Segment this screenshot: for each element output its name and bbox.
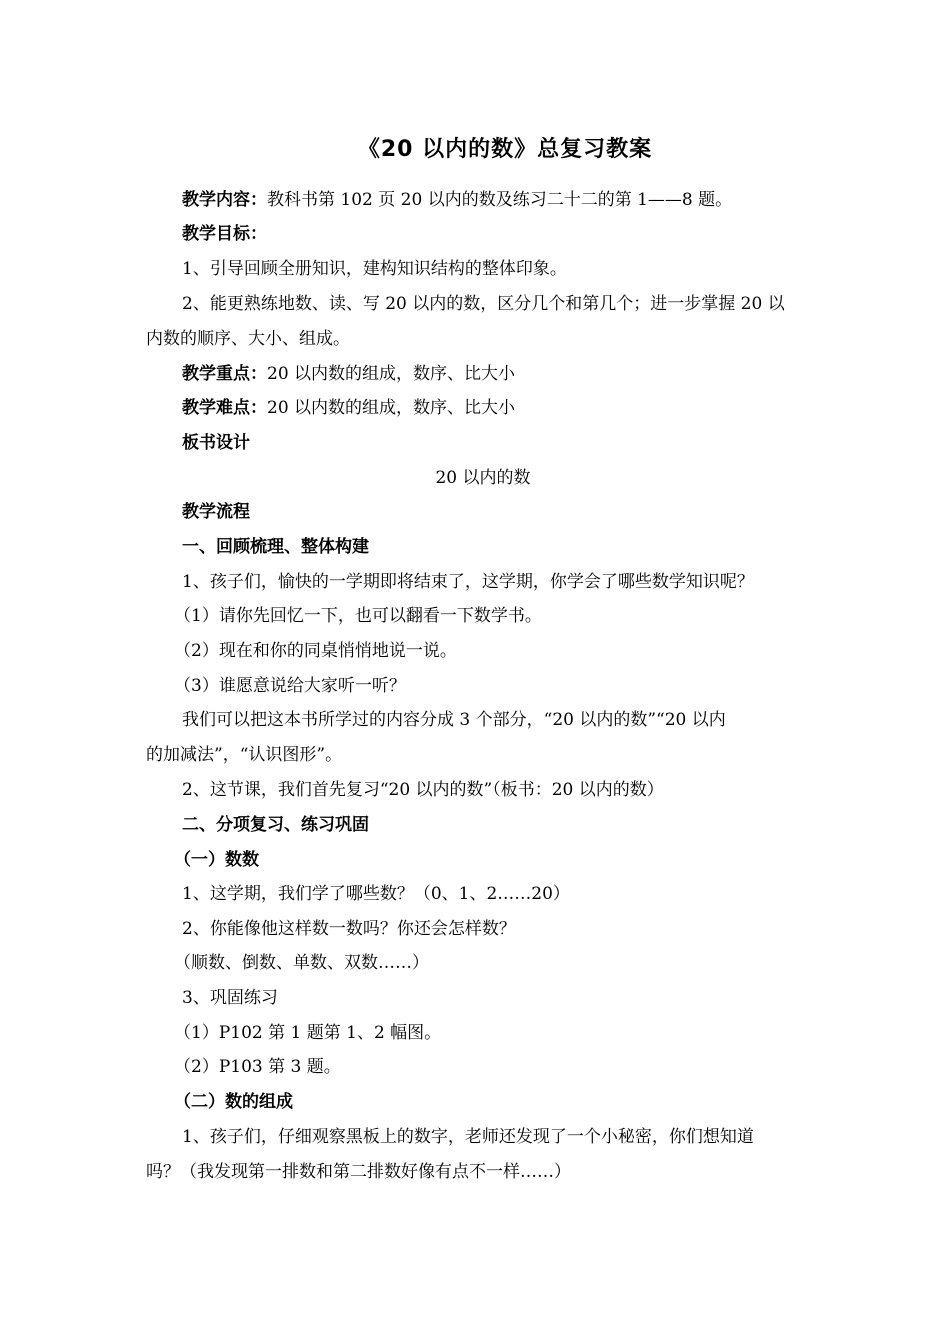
subsection-1-para-2: 2、你能像他这样数一数吗？你还会怎样数？ [182, 919, 516, 939]
goal-2-line-1: 2、能更熟练地数、读、写 20 以内的数，区分几个和第几个；进一步掌握 20 以 [182, 294, 785, 314]
difficulty-label: 教学难点： [182, 398, 267, 418]
subsection-1-heading: （一）数数 [174, 850, 259, 870]
section-1-question-2: （2）现在和你的同桌悄悄地说一说。 [174, 641, 457, 661]
section-1-para-2-line-1: 我们可以把这本书所学过的内容分成 3 个部分，“20 以内的数”“20 以内 [182, 710, 726, 730]
teaching-content [182, 188, 732, 212]
goal-1: 1、引导回顾全册知识，建构知识结构的整体印象。 [182, 259, 567, 279]
section-1-question-1: （1）请你先回忆一下，也可以翻看一下数学书。 [174, 606, 542, 626]
key-point [182, 362, 515, 386]
section-1-para-2-line-2: 的加减法”，“认识图形”。 [146, 745, 343, 765]
board-text: 20 以内的数 [435, 468, 531, 488]
subsection-1-question-2: （2）P103 第 3 题。 [174, 1057, 341, 1077]
section-1-para-1: 1、孩子们，愉快的一学期即将结束了，这学期，你学会了哪些数学知识呢？ [182, 572, 754, 592]
section-1-heading: 一、回顾梳理、整体构建 [182, 537, 369, 557]
subsection-1-para-1: 1、这学期，我们学了哪些数？（0、1、2……20） [182, 884, 570, 904]
subsection-2-heading: （二）数的组成 [174, 1092, 293, 1112]
teaching-content-text: 教科书第 102 页 20 以内的数及练习二十二的第 1——8 题。 [267, 190, 733, 210]
key-point-label: 教学重点： [182, 364, 267, 384]
difficulty [182, 396, 515, 420]
process-heading: 教学流程 [182, 502, 250, 522]
key-point-text: 20 以内数的组成，数序、比大小 [267, 364, 516, 384]
goals-heading: 教学目标： [182, 224, 267, 244]
goal-2-line-2: 内数的顺序、大小、组成。 [146, 329, 350, 349]
teaching-content-label: 教学内容： [182, 190, 267, 210]
subsection-2-para-1-line-2: 吗？（我发现第一排数和第二排数好像有点不一样……） [146, 1162, 571, 1182]
board-heading: 板书设计 [182, 433, 250, 453]
subsection-1-question-1: （1）P102 第 1 题第 1、2 幅图。 [174, 1023, 442, 1043]
section-1-question-3: （3）谁愿意说给大家听一听？ [174, 676, 406, 696]
subsection-1-para-3: （顺数、倒数、单数、双数……） [174, 953, 429, 973]
subsection-2-para-1-line-1: 1、孩子们，仔细观察黑板上的数字，老师还发现了一个小秘密，你们想知道 [182, 1127, 754, 1147]
section-2-heading: 二、分项复习、练习巩固 [182, 815, 369, 835]
document-title: 《20 以内的数》总复习教案 [357, 137, 653, 162]
section-1-para-3: 2、这节课，我们首先复习“20 以内的数”（板书：20 以内的数） [182, 780, 664, 800]
subsection-1-para-4: 3、巩固练习 [182, 988, 278, 1008]
difficulty-text: 20 以内数的组成，数序、比大小 [267, 398, 516, 418]
